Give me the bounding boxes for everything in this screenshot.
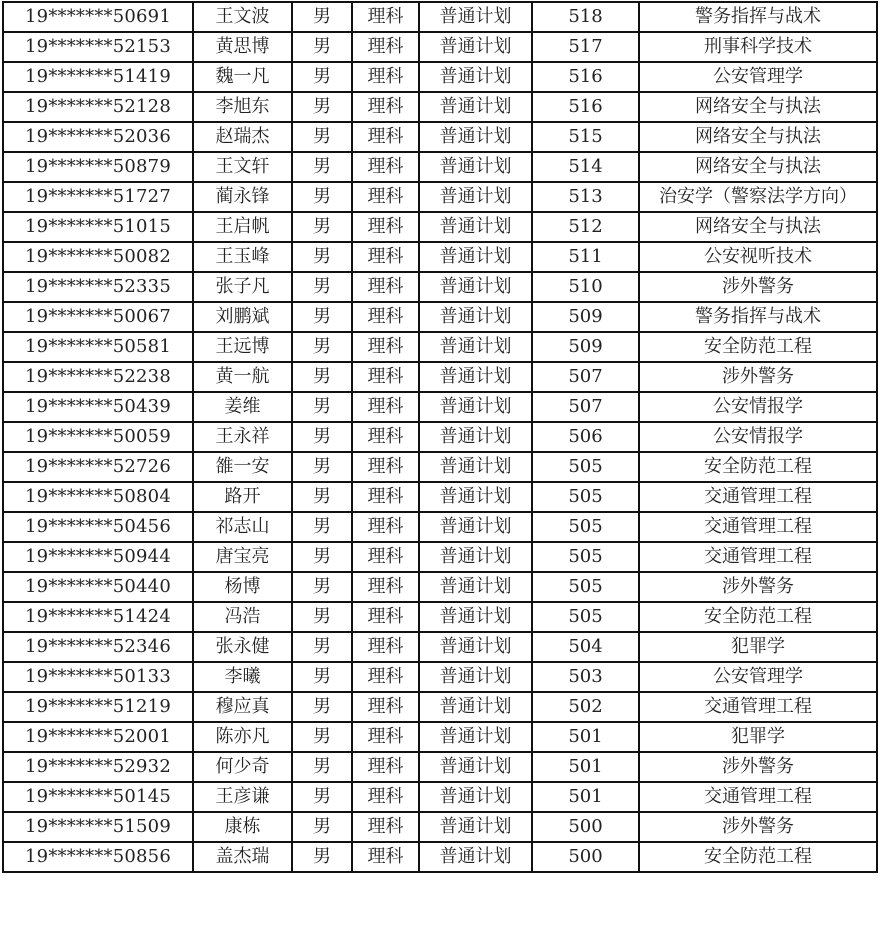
score-cell: 506	[532, 422, 639, 452]
table-row	[3, 602, 877, 632]
table-row	[3, 752, 877, 782]
score-cell: 509	[532, 332, 639, 362]
gender-cell: 男	[292, 392, 352, 422]
plan-type-cell: 普通计划	[419, 32, 532, 62]
subject-track-cell: 理科	[352, 692, 419, 722]
name-cell: 王启帆	[193, 212, 292, 242]
name-cell: 王文轩	[193, 152, 292, 182]
score-cell: 501	[532, 782, 639, 812]
major-cell: 交通管理工程	[639, 512, 877, 542]
table-row	[3, 572, 877, 602]
name-cell: 何少奇	[193, 752, 292, 782]
major-cell: 交通管理工程	[639, 542, 877, 572]
name-cell: 刘鹏斌	[193, 302, 292, 332]
plan-type-cell: 普通计划	[419, 692, 532, 722]
subject-track-cell: 理科	[352, 242, 419, 272]
score-cell: 507	[532, 392, 639, 422]
candidate-id-cell: 19*******52335	[3, 272, 193, 302]
plan-type-cell: 普通计划	[419, 362, 532, 392]
table-row	[3, 62, 877, 92]
major-cell: 涉外警务	[639, 272, 877, 302]
plan-type-cell: 普通计划	[419, 752, 532, 782]
table-row	[3, 302, 877, 332]
name-cell: 王远博	[193, 332, 292, 362]
name-cell: 冯浩	[193, 602, 292, 632]
plan-type-cell: 普通计划	[419, 512, 532, 542]
name-cell: 张子凡	[193, 272, 292, 302]
name-cell: 李旭东	[193, 92, 292, 122]
candidate-id-cell: 19*******52036	[3, 122, 193, 152]
subject-track-cell: 理科	[352, 152, 419, 182]
gender-cell: 男	[292, 422, 352, 452]
score-cell: 505	[532, 482, 639, 512]
subject-track-cell: 理科	[352, 302, 419, 332]
score-cell: 516	[532, 62, 639, 92]
subject-track-cell: 理科	[352, 482, 419, 512]
plan-type-cell: 普通计划	[419, 392, 532, 422]
candidate-id-cell: 19*******52153	[3, 32, 193, 62]
table-row	[3, 632, 877, 662]
subject-track-cell: 理科	[352, 542, 419, 572]
gender-cell: 男	[292, 272, 352, 302]
subject-track-cell: 理科	[352, 752, 419, 782]
table-row	[3, 272, 877, 302]
subject-track-cell: 理科	[352, 842, 419, 872]
subject-track-cell: 理科	[352, 602, 419, 632]
plan-type-cell: 普通计划	[419, 152, 532, 182]
name-cell: 黄一航	[193, 362, 292, 392]
subject-track-cell: 理科	[352, 572, 419, 602]
score-cell: 505	[532, 512, 639, 542]
name-cell: 蔺永锋	[193, 182, 292, 212]
plan-type-cell: 普通计划	[419, 332, 532, 362]
table-row	[3, 2, 877, 32]
table-row	[3, 542, 877, 572]
table-row	[3, 182, 877, 212]
table-row	[3, 722, 877, 752]
major-cell: 犯罪学	[639, 632, 877, 662]
subject-track-cell: 理科	[352, 32, 419, 62]
candidate-id-cell: 19*******51015	[3, 212, 193, 242]
name-cell: 赵瑞杰	[193, 122, 292, 152]
subject-track-cell: 理科	[352, 272, 419, 302]
candidate-id-cell: 19*******50133	[3, 662, 193, 692]
subject-track-cell: 理科	[352, 182, 419, 212]
major-cell: 网络安全与执法	[639, 212, 877, 242]
name-cell: 王文波	[193, 2, 292, 32]
table-row	[3, 152, 877, 182]
subject-track-cell: 理科	[352, 122, 419, 152]
name-cell: 康栋	[193, 812, 292, 842]
major-cell: 网络安全与执法	[639, 152, 877, 182]
candidate-id-cell: 19*******50456	[3, 512, 193, 542]
score-cell: 513	[532, 182, 639, 212]
name-cell: 穆应真	[193, 692, 292, 722]
score-cell: 505	[532, 602, 639, 632]
score-cell: 516	[532, 92, 639, 122]
score-cell: 502	[532, 692, 639, 722]
gender-cell: 男	[292, 332, 352, 362]
candidate-id-cell: 19*******50439	[3, 392, 193, 422]
candidate-id-cell: 19*******52238	[3, 362, 193, 392]
plan-type-cell: 普通计划	[419, 242, 532, 272]
gender-cell: 男	[292, 572, 352, 602]
score-cell: 507	[532, 362, 639, 392]
plan-type-cell: 普通计划	[419, 212, 532, 242]
gender-cell: 男	[292, 62, 352, 92]
subject-track-cell: 理科	[352, 812, 419, 842]
plan-type-cell: 普通计划	[419, 632, 532, 662]
score-cell: 501	[532, 722, 639, 752]
candidate-id-cell: 19*******50440	[3, 572, 193, 602]
gender-cell: 男	[292, 32, 352, 62]
major-cell: 公安管理学	[639, 62, 877, 92]
score-cell: 514	[532, 152, 639, 182]
name-cell: 路开	[193, 482, 292, 512]
major-cell: 安全防范工程	[639, 452, 877, 482]
gender-cell: 男	[292, 122, 352, 152]
subject-track-cell: 理科	[352, 512, 419, 542]
candidate-id-cell: 19*******50856	[3, 842, 193, 872]
subject-track-cell: 理科	[352, 92, 419, 122]
table-row	[3, 422, 877, 452]
candidate-id-cell: 19*******52128	[3, 92, 193, 122]
major-cell: 刑事科学技术	[639, 32, 877, 62]
plan-type-cell: 普通计划	[419, 92, 532, 122]
plan-type-cell: 普通计划	[419, 272, 532, 302]
candidate-id-cell: 19*******50944	[3, 542, 193, 572]
score-cell: 501	[532, 752, 639, 782]
table-row	[3, 782, 877, 812]
candidate-id-cell: 19*******50145	[3, 782, 193, 812]
table-row	[3, 332, 877, 362]
candidate-id-cell: 19*******52346	[3, 632, 193, 662]
candidate-id-cell: 19*******50691	[3, 2, 193, 32]
score-cell: 515	[532, 122, 639, 152]
gender-cell: 男	[292, 242, 352, 272]
plan-type-cell: 普通计划	[419, 842, 532, 872]
plan-type-cell: 普通计划	[419, 122, 532, 152]
gender-cell: 男	[292, 302, 352, 332]
plan-type-cell: 普通计划	[419, 302, 532, 332]
gender-cell: 男	[292, 182, 352, 212]
major-cell: 涉外警务	[639, 362, 877, 392]
subject-track-cell: 理科	[352, 782, 419, 812]
major-cell: 交通管理工程	[639, 482, 877, 512]
score-cell: 500	[532, 842, 639, 872]
candidate-id-cell: 19*******51727	[3, 182, 193, 212]
candidate-id-cell: 19*******50059	[3, 422, 193, 452]
name-cell: 王永祥	[193, 422, 292, 452]
table-row	[3, 392, 877, 422]
table-row	[3, 362, 877, 392]
subject-track-cell: 理科	[352, 722, 419, 752]
candidate-id-cell: 19*******50581	[3, 332, 193, 362]
major-cell: 安全防范工程	[639, 602, 877, 632]
gender-cell: 男	[292, 452, 352, 482]
score-cell: 505	[532, 542, 639, 572]
subject-track-cell: 理科	[352, 392, 419, 422]
gender-cell: 男	[292, 212, 352, 242]
major-cell: 网络安全与执法	[639, 122, 877, 152]
score-cell: 503	[532, 662, 639, 692]
major-cell: 安全防范工程	[639, 842, 877, 872]
score-cell: 500	[532, 812, 639, 842]
candidate-id-cell: 19*******51419	[3, 62, 193, 92]
subject-track-cell: 理科	[352, 662, 419, 692]
table-row	[3, 122, 877, 152]
gender-cell: 男	[292, 782, 352, 812]
gender-cell: 男	[292, 632, 352, 662]
name-cell: 王玉峰	[193, 242, 292, 272]
plan-type-cell: 普通计划	[419, 482, 532, 512]
subject-track-cell: 理科	[352, 332, 419, 362]
gender-cell: 男	[292, 722, 352, 752]
plan-type-cell: 普通计划	[419, 2, 532, 32]
plan-type-cell: 普通计划	[419, 812, 532, 842]
candidate-id-cell: 19*******50804	[3, 482, 193, 512]
plan-type-cell: 普通计划	[419, 602, 532, 632]
gender-cell: 男	[292, 752, 352, 782]
major-cell: 公安情报学	[639, 422, 877, 452]
name-cell: 陈亦凡	[193, 722, 292, 752]
gender-cell: 男	[292, 482, 352, 512]
subject-track-cell: 理科	[352, 212, 419, 242]
table-row	[3, 482, 877, 512]
gender-cell: 男	[292, 2, 352, 32]
major-cell: 公安视听技术	[639, 242, 877, 272]
gender-cell: 男	[292, 362, 352, 392]
name-cell: 姜维	[193, 392, 292, 422]
score-cell: 510	[532, 272, 639, 302]
table-row	[3, 242, 877, 272]
subject-track-cell: 理科	[352, 2, 419, 32]
table-body	[3, 2, 877, 872]
major-cell: 公安管理学	[639, 662, 877, 692]
major-cell: 公安情报学	[639, 392, 877, 422]
table-row	[3, 692, 877, 722]
subject-track-cell: 理科	[352, 62, 419, 92]
major-cell: 交通管理工程	[639, 692, 877, 722]
major-cell: 涉外警务	[639, 572, 877, 602]
plan-type-cell: 普通计划	[419, 422, 532, 452]
score-cell: 509	[532, 302, 639, 332]
candidate-id-cell: 19*******52932	[3, 752, 193, 782]
gender-cell: 男	[292, 152, 352, 182]
plan-type-cell: 普通计划	[419, 182, 532, 212]
score-cell: 505	[532, 452, 639, 482]
plan-type-cell: 普通计划	[419, 542, 532, 572]
score-cell: 511	[532, 242, 639, 272]
major-cell: 警务指挥与战术	[639, 2, 877, 32]
name-cell: 魏一凡	[193, 62, 292, 92]
plan-type-cell: 普通计划	[419, 662, 532, 692]
score-cell: 504	[532, 632, 639, 662]
table-row	[3, 662, 877, 692]
gender-cell: 男	[292, 692, 352, 722]
name-cell: 唐宝亮	[193, 542, 292, 572]
candidate-id-cell: 19*******52001	[3, 722, 193, 752]
subject-track-cell: 理科	[352, 632, 419, 662]
score-cell: 505	[532, 572, 639, 602]
major-cell: 安全防范工程	[639, 332, 877, 362]
major-cell: 涉外警务	[639, 812, 877, 842]
plan-type-cell: 普通计划	[419, 572, 532, 602]
plan-type-cell: 普通计划	[419, 452, 532, 482]
gender-cell: 男	[292, 602, 352, 632]
table-row	[3, 842, 877, 872]
subject-track-cell: 理科	[352, 452, 419, 482]
candidate-id-cell: 19*******51424	[3, 602, 193, 632]
name-cell: 黄思博	[193, 32, 292, 62]
score-cell: 512	[532, 212, 639, 242]
table-row	[3, 812, 877, 842]
candidate-id-cell: 19*******51219	[3, 692, 193, 722]
candidate-id-cell: 19*******50082	[3, 242, 193, 272]
gender-cell: 男	[292, 92, 352, 122]
major-cell: 警务指挥与战术	[639, 302, 877, 332]
gender-cell: 男	[292, 512, 352, 542]
major-cell: 网络安全与执法	[639, 92, 877, 122]
major-cell: 治安学（警察法学方向）	[639, 182, 877, 212]
candidate-id-cell: 19*******51509	[3, 812, 193, 842]
plan-type-cell: 普通计划	[419, 782, 532, 812]
name-cell: 杨博	[193, 572, 292, 602]
name-cell: 雒一安	[193, 452, 292, 482]
table-row	[3, 92, 877, 122]
plan-type-cell: 普通计划	[419, 722, 532, 752]
major-cell: 犯罪学	[639, 722, 877, 752]
name-cell: 祁志山	[193, 512, 292, 542]
name-cell: 李曦	[193, 662, 292, 692]
score-cell: 518	[532, 2, 639, 32]
admission-list-table	[2, 1, 878, 873]
gender-cell: 男	[292, 812, 352, 842]
major-cell: 涉外警务	[639, 752, 877, 782]
subject-track-cell: 理科	[352, 362, 419, 392]
gender-cell: 男	[292, 842, 352, 872]
name-cell: 王彦谦	[193, 782, 292, 812]
candidate-id-cell: 19*******52726	[3, 452, 193, 482]
subject-track-cell: 理科	[352, 422, 419, 452]
gender-cell: 男	[292, 662, 352, 692]
table-row	[3, 32, 877, 62]
gender-cell: 男	[292, 542, 352, 572]
plan-type-cell: 普通计划	[419, 62, 532, 92]
score-cell: 517	[532, 32, 639, 62]
name-cell: 盖杰瑞	[193, 842, 292, 872]
candidate-id-cell: 19*******50879	[3, 152, 193, 182]
table-row	[3, 212, 877, 242]
table-row	[3, 452, 877, 482]
candidate-id-cell: 19*******50067	[3, 302, 193, 332]
major-cell: 交通管理工程	[639, 782, 877, 812]
name-cell: 张永健	[193, 632, 292, 662]
table-row	[3, 512, 877, 542]
